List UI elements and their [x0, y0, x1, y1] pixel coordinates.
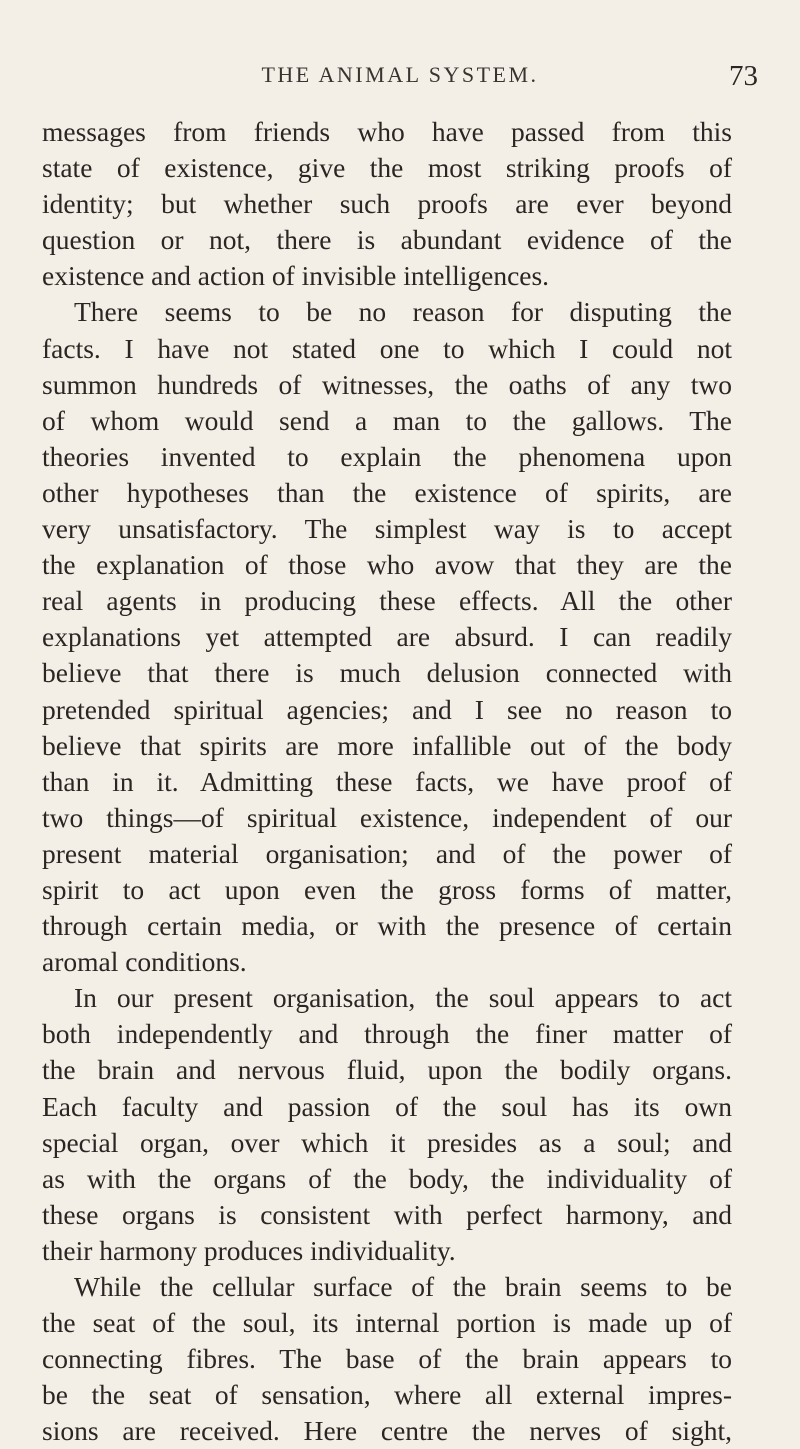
text-line: their harmony produces individuality. [42, 1234, 456, 1266]
text-line: state of existence, give the most striking proofs of [42, 152, 732, 184]
text-line: aromal conditions. [42, 946, 247, 978]
text-line: as with the organs of the body, the individuality of [42, 1162, 732, 1194]
text-line: There seems to be no reason for disputing the [74, 296, 732, 328]
text-line: question or not, there is abundant evidence of the [42, 224, 732, 256]
text-line: spirit to act upon even the gross forms of matter, [42, 873, 732, 905]
text-line: of whom would send a man to the gallows. The [42, 404, 732, 436]
text-line: other hypotheses than the existence of spirits, are [42, 476, 732, 508]
text-line: these organs is consistent with perfect harmony, and [42, 1198, 732, 1230]
running-head [0, 62, 800, 102]
text-line: believe that spirits are more infallible out of the body [42, 729, 732, 761]
body-text [42, 114, 732, 1449]
text-line: very unsatisfactory. The simplest way is to accept [42, 513, 732, 545]
text-line: existence and action of invisible intelligences. [42, 260, 550, 292]
text-line: While the cellular surface of the brain seems to be [74, 1271, 732, 1302]
text-line: the explanation of those who avow that they are the [42, 549, 732, 581]
text-line: explanations yet attempted are absurd. I can readily [42, 621, 732, 653]
text-line: both independently and through the finer matter of [42, 1018, 732, 1050]
text-line: theories invented to explain the phenomena upon [42, 440, 732, 472]
text-line: be the seat of sensation, where all external impres- [42, 1379, 732, 1411]
text-line: present material organisation; and of the power of [42, 837, 732, 869]
text-line: In our present organisation, the soul appears to act [74, 982, 732, 1014]
text-line: pretended spiritual agencies; and I see no reason to [42, 693, 732, 725]
text-line: summon hundreds of witnesses, the oaths of any two [42, 368, 732, 400]
text-line: sions are received. Here centre the nerves of sight, [42, 1415, 732, 1447]
text-line: the brain and nervous fluid, upon the bodily organs. [42, 1054, 732, 1086]
text-line: facts. I have not stated one to which I could not [42, 332, 732, 364]
text-line: Each faculty and passion of the soul has its own [42, 1090, 732, 1122]
text-line: identity; but whether such proofs are ever beyond [42, 188, 732, 220]
text-line: than in it. Admitting these facts, we have proof of [42, 765, 732, 797]
text-line: the seat of the soul, its internal portion is made up of [42, 1307, 732, 1339]
page-number: 73 [729, 60, 758, 92]
text-line: real agents in producing these effects. All the other [42, 585, 732, 617]
text-line: messages from friends who have passed from this [42, 116, 732, 147]
running-title: THE ANIMAL SYSTEM. [261, 62, 539, 87]
text-line: believe that there is much delusion connected with [42, 657, 732, 689]
text-line: special organ, over which it presides as a soul; and [42, 1126, 732, 1158]
text-line: through certain media, or with the presence of certain [42, 910, 732, 942]
text-line: connecting fibres. The base of the brain appears to [42, 1343, 732, 1375]
text-line: two things—of spiritual existence, independent of our [42, 801, 732, 833]
